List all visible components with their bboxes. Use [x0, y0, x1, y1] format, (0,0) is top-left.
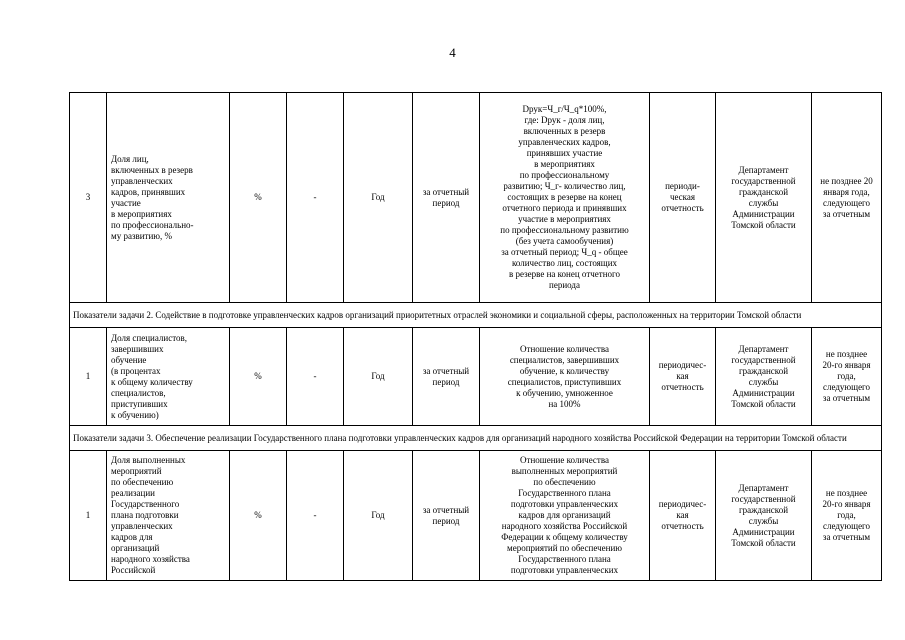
formula-cell: Отношение количества выполненных мероприятий по обеспечению Государственного плана подготовки управленческих кадров для организаций народного хозяйства Российской Федерации к общему количеству мероприятий по обеспечению Государственного плана подготовки управленческих — [480, 451, 650, 581]
row-number: 1 — [70, 451, 107, 581]
unit-cell: % — [230, 451, 287, 581]
row-number: 1 — [70, 328, 107, 426]
method-cell: периодичес- кая отчетность — [650, 328, 716, 426]
calc-period-cell: за отчетный период — [413, 328, 480, 426]
unit-cell: % — [230, 328, 287, 426]
page-number: 4 — [449, 45, 456, 60]
table-row — [70, 451, 882, 581]
indicators-table — [69, 92, 882, 581]
base-value-cell: - — [287, 451, 344, 581]
section-row — [70, 426, 882, 451]
unit-cell: % — [230, 93, 287, 303]
formula-cell: Отношение количества специалистов, завершивших обучение, к количеству специалистов, приступивших к обучению, умноженное на 100% — [480, 328, 650, 426]
indicator-name: Доля специалистов, завершивших обучение (в процентах к общему количеству специалистов, приступивших к обучению) — [107, 328, 230, 426]
table-row — [70, 328, 882, 426]
calc-period-cell: за отчетный период — [413, 451, 480, 581]
section-heading: Показатели задачи 3. Обеспечение реализации Государственного плана подготовки управленческих кадров для организаций народного хозяйства Российской Федерации на территории Томской области — [70, 426, 882, 451]
table-row — [70, 93, 882, 303]
deadline-cell: не позднее 20-го января года, следующего за отчетным — [812, 328, 882, 426]
period-cell: Год — [344, 328, 413, 426]
row-number: 3 — [70, 93, 107, 303]
responsible-cell: Департамент государственной гражданской службы Администрации Томской области — [716, 328, 812, 426]
formula-cell: Dрук=Ч_г/Ч_q*100%, где: Dрук - доля лиц, включенных в резерв управленческих кадров, принявших участие в мероприятиях по профессиональному развитию; Ч_г- количество лиц, состоящих в резерве на конец отчетного периода и принявших участие в мероприятиях по профессиональному развитию (без учета самообучения) за отчетный период; Ч_q - общее количество лиц, состоящих в резерве на конец отчетного периода — [480, 93, 650, 303]
method-cell: периодичес- кая отчетность — [650, 451, 716, 581]
period-cell: Год — [344, 93, 413, 303]
responsible-cell: Департамент государственной гражданской службы Администрации Томской области — [716, 451, 812, 581]
method-cell: периоди- ческая отчетность — [650, 93, 716, 303]
base-value-cell: - — [287, 328, 344, 426]
deadline-cell: не позднее 20 января года, следующего за отчетным — [812, 93, 882, 303]
base-value-cell: - — [287, 93, 344, 303]
period-cell: Год — [344, 451, 413, 581]
section-row — [70, 303, 882, 328]
responsible-cell: Департамент государственной гражданской службы Администрации Томской области — [716, 93, 812, 303]
deadline-cell: не позднее 20-го января года, следующего за отчетным — [812, 451, 882, 581]
indicator-name: Доля лиц, включенных в резерв управленческих кадров, принявших участие в мероприятиях по профессионально- му развитию, % — [107, 93, 230, 303]
indicator-name: Доля выполненных мероприятий по обеспечению реализации Государственного плана подготовки управленческих кадров для организаций народного хозяйства Российской — [107, 451, 230, 581]
section-heading: Показатели задачи 2. Содействие в подготовке управленческих кадров организаций приоритетных отраслей экономики и социальной сферы, расположенных на территории Томской области — [70, 303, 882, 328]
calc-period-cell: за отчетный период — [413, 93, 480, 303]
